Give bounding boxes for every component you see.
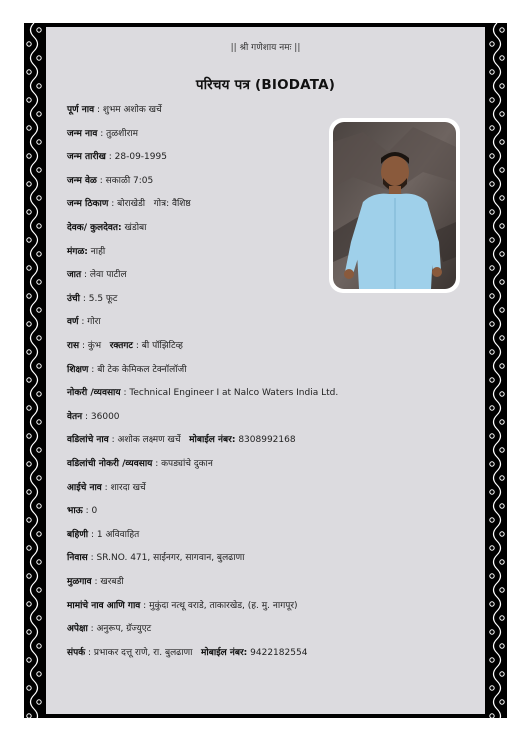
field-separator: :	[94, 105, 103, 115]
field-separator: :	[120, 388, 130, 399]
field-row	[67, 598, 298, 611]
field-separator: :	[78, 317, 88, 328]
field-label: जन्म वेळ	[67, 175, 97, 186]
field-row	[67, 503, 97, 516]
field-value: 8308992168	[238, 435, 296, 446]
field-separator: :	[132, 341, 142, 351]
field-value: मुकुंदा नत्थू वराडे, ताकारखेड, (ह. मु. नागपूर)	[149, 600, 298, 611]
field-value: लेवा पाटील	[89, 270, 127, 281]
field-value: 0	[91, 506, 98, 517]
field-row	[67, 244, 105, 257]
field-label: रास	[67, 341, 80, 351]
field-row	[67, 291, 117, 304]
field-value: Technical Engineer I at Nalco Waters India Ltd.	[129, 388, 339, 399]
field-value: 1 अविवाहित	[96, 529, 140, 540]
field-row	[67, 362, 187, 375]
field-value: शारदा खर्चे	[110, 482, 146, 493]
field-label: जन्म नाव	[67, 128, 98, 139]
field-row	[67, 314, 101, 327]
field-label: अपेक्षा	[67, 624, 88, 635]
field-separator: :	[105, 152, 115, 163]
field-separator: :	[97, 128, 107, 139]
field-value: शुभम अशोक खर्चे	[102, 105, 162, 115]
field-separator: :	[79, 341, 88, 351]
field-row	[67, 196, 191, 209]
field-value: 36000	[90, 411, 120, 422]
field-value: प्रभाकर दत्तू राणे, रा. बुलढाणा	[93, 647, 193, 658]
field-row	[67, 149, 167, 162]
field-value: SR.NO. 471, साईनगर, सागवान, बुलढाणा	[96, 553, 245, 564]
field-separator: :	[108, 435, 118, 446]
field-value: नाही	[90, 246, 106, 257]
field-row	[67, 409, 120, 422]
field-row	[67, 102, 162, 115]
field-gap	[192, 648, 201, 658]
profile-photo-frame	[329, 118, 460, 293]
field-label: वेतन	[67, 411, 83, 422]
decorative-border-left	[24, 23, 44, 718]
field-separator: :	[152, 459, 162, 469]
field-label: बहिणी	[67, 529, 89, 540]
field-label: निवास	[67, 553, 88, 564]
field-label: मोबाईल नंबर:	[189, 435, 236, 446]
field-label: संपर्क	[67, 647, 86, 658]
field-label: मामांचे नाव आणि गाव	[67, 600, 141, 611]
field-separator: :	[88, 529, 97, 540]
biodata-page	[24, 23, 507, 718]
field-label: देवक/ कुलदेवत:	[67, 223, 122, 233]
field-label: भाऊ	[67, 506, 83, 517]
field-label: पूर्ण नाव	[67, 105, 95, 115]
field-value: खंडोबा	[124, 223, 147, 233]
field-row	[67, 480, 146, 493]
field-row	[67, 645, 307, 658]
field-row	[67, 126, 138, 139]
field-separator: :	[79, 293, 89, 304]
field-label: रक्तगट	[109, 341, 133, 351]
field-value: 9422182554	[250, 647, 308, 658]
field-label: मंगळ:	[67, 246, 88, 257]
field-row	[67, 338, 183, 351]
field-separator: :	[91, 577, 101, 587]
field-value: कुंभ	[87, 341, 102, 351]
field-label: शिक्षण	[67, 364, 89, 375]
field-label: वर्ण	[67, 317, 79, 328]
field-label: मोबाईल नंबर:	[201, 647, 248, 658]
field-separator: :	[82, 411, 91, 422]
field-value: 5.5 फूट	[88, 293, 118, 304]
field-separator: :	[81, 270, 90, 281]
field-row	[67, 550, 244, 563]
field-value: गोरा	[87, 317, 101, 328]
field-value: बी पॉझिटिव्ह	[141, 341, 183, 351]
field-value: अनुरूप, ग्रॅज्युएट	[96, 624, 152, 635]
field-row	[67, 220, 147, 233]
field-label: नोकरी /व्यवसाय	[67, 388, 121, 399]
field-row	[67, 173, 153, 186]
field-row	[67, 621, 151, 634]
field-label: वडिलांचे नाव	[67, 435, 109, 446]
field-separator: :	[87, 553, 97, 564]
invocation-text: || श्री गणेशाय नमः ||	[230, 43, 301, 53]
field-row	[67, 527, 139, 540]
field-value: सकाळी 7:05	[105, 175, 154, 186]
field-label: जात	[67, 270, 82, 281]
field-value: 28-09-1995	[114, 152, 167, 163]
field-gap	[181, 435, 190, 445]
field-label: मुळगाव	[67, 577, 92, 587]
decorative-border-right	[487, 23, 507, 718]
field-row	[67, 432, 296, 445]
field-label: जन्म तारीख	[67, 152, 106, 163]
field-separator: :	[85, 647, 94, 658]
field-separator: :	[88, 364, 98, 375]
field-separator: :	[140, 600, 150, 611]
field-label: आईचे नाव	[67, 482, 102, 493]
field-separator: :	[96, 175, 106, 186]
field-row	[67, 574, 124, 587]
field-separator: :	[108, 199, 118, 210]
field-label: जन्म ठिकाण	[67, 199, 109, 210]
field-value: कपड्यांचे दुकान	[161, 459, 213, 469]
field-row	[67, 385, 338, 398]
field-separator: :	[82, 506, 92, 517]
field-gap	[101, 341, 110, 351]
biodata-title: परिचय पत्र (BIODATA)	[195, 77, 336, 93]
field-value: तुळशीराम	[106, 128, 138, 139]
field-row	[67, 267, 127, 280]
field-separator: :	[101, 482, 111, 493]
field-label: उंची	[67, 293, 80, 304]
field-value: बी टेक केमिकल टेक्नॉलॉजी	[97, 364, 187, 375]
biodata-content	[46, 27, 485, 714]
profile-photo	[333, 122, 456, 289]
field-value: बोराखेडी गोत्र: वैशिष्ठ	[117, 199, 191, 210]
field-row	[67, 456, 213, 469]
field-value: अशोक लक्ष्मण खर्चे	[117, 435, 181, 446]
field-value: खरबडी	[100, 577, 124, 587]
field-separator: :	[87, 624, 97, 635]
field-label: वडिलांची नोकरी /व्यवसाय	[67, 459, 153, 469]
